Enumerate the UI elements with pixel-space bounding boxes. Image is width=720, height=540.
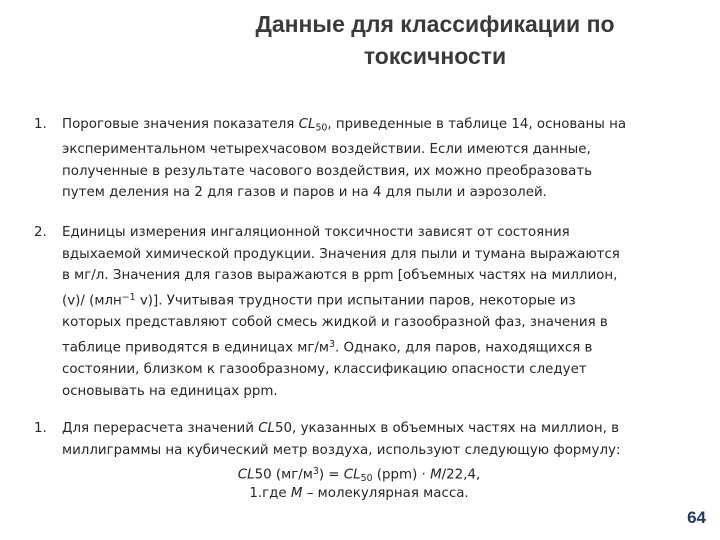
text-line: в мг/л. Значения для газов выражаются в ppm [объемных частях на миллион, xyxy=(62,268,618,284)
slide-title xyxy=(200,8,670,72)
paragraph-body xyxy=(62,114,684,204)
text-line: состоянии, близком к газообразному, классификацию опасности следует xyxy=(62,361,587,377)
text-line: миллиграммы на кубический метр воздуха, используют следующую формулу: xyxy=(62,442,621,458)
text-line: (v)/ (млн$^{-1}$ v)]. Учитывая трудности при испытании паров, некоторые из xyxy=(62,291,576,309)
text-line: Единицы измерения ингаляционной токсичности зависят от состояния xyxy=(62,225,570,240)
formula-note: 1.где M – молекулярная масса. xyxy=(249,486,469,501)
slide-title-line-2: токсичности xyxy=(363,43,507,69)
paragraph-body xyxy=(62,222,684,402)
paragraph-1 xyxy=(34,114,684,204)
text-line: вдыхаемой химической продукции. Значения для пыли и тумана выражаются xyxy=(62,246,620,262)
page-number: 64 xyxy=(687,508,706,527)
text-line: Пороговые значения показателя $CL_{50}$, приведенные в таблице 14, основаны на xyxy=(62,117,627,134)
list-number: 2. xyxy=(34,225,47,240)
text-line: которых представляют собой смесь жидкой и газообразной фаз, значения в xyxy=(62,315,608,331)
conversion-formula: CL50 $(мг/м^3) = CL_{50}$ (ppm) · M/22,4, xyxy=(237,466,481,485)
text-line: таблице приводятся в единицах $мг/м^3$. Однако, для паров, находящихся в xyxy=(62,338,593,356)
paragraph-3 xyxy=(34,418,684,461)
list-number: 1. xyxy=(34,117,47,132)
text-line: Для перерасчета значений CL50, указанных в объемных частях на миллион, в xyxy=(62,421,619,436)
text-line: путем деления на 2 для газов и паров и на 4 для пыли и аэрозолей. xyxy=(62,185,547,201)
text-line: полученные в результате часового воздействия, их можно преобразовать xyxy=(62,163,593,179)
list-number: 1. xyxy=(34,421,47,436)
text-line: экспериментальном четырехчасовом воздействии. Если имеются данные, xyxy=(62,141,591,157)
paragraph-body xyxy=(62,418,684,461)
paragraph-2 xyxy=(34,222,684,402)
text-line: основывать на единицах ppm. xyxy=(62,383,278,399)
slide-title-line-1: Данные для классификации по xyxy=(255,11,615,37)
